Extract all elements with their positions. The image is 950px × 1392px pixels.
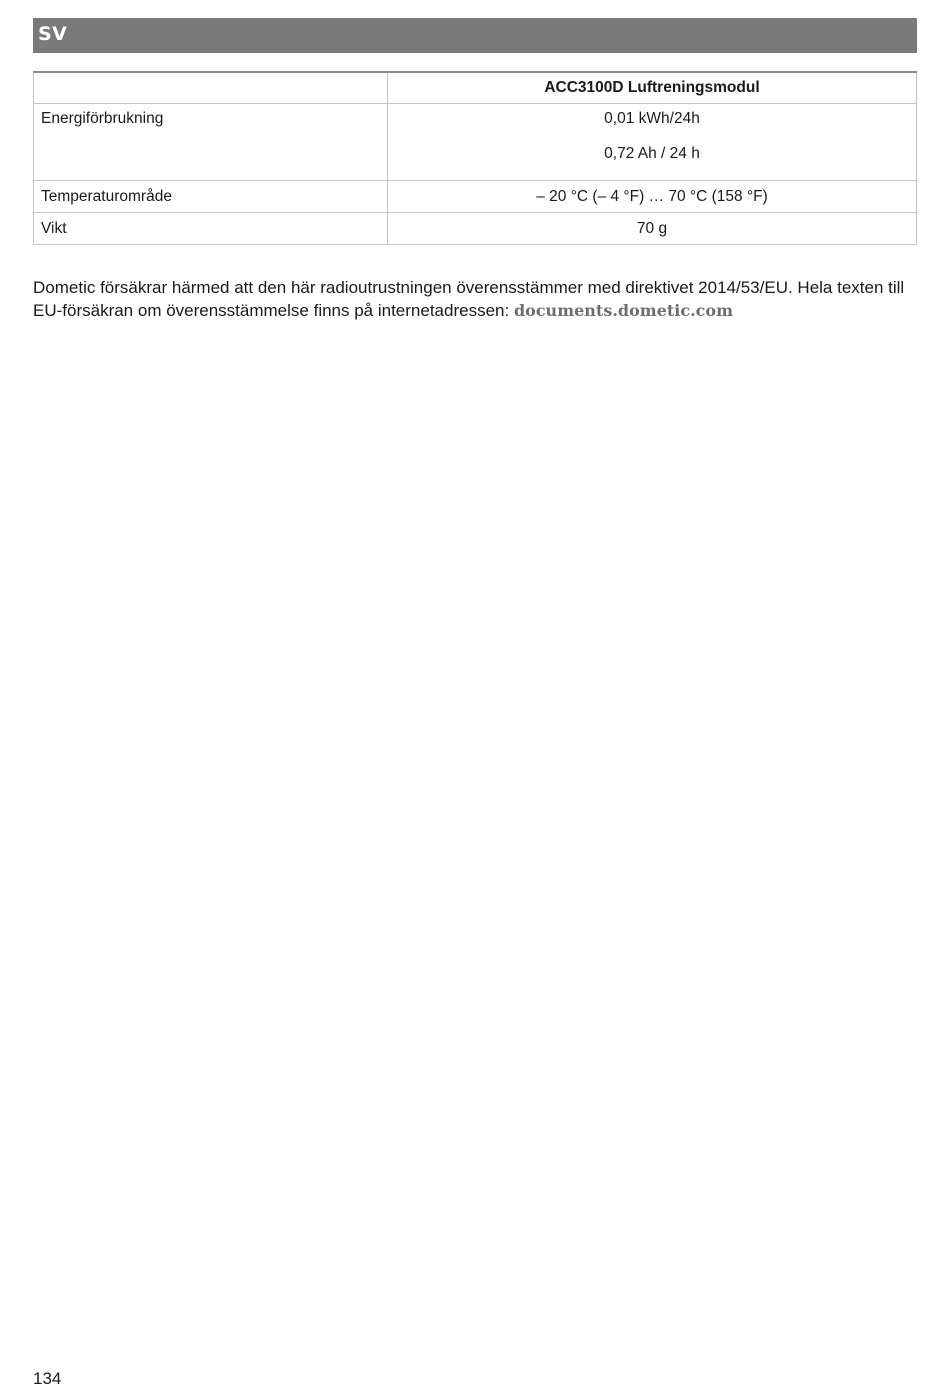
specification-table [33, 71, 917, 245]
row-label-weight: Vikt [34, 213, 388, 245]
table-header-row [34, 72, 917, 104]
language-header-bar [33, 18, 917, 53]
table-row-temperature [34, 181, 917, 213]
product-column-header: ACC3100D Luftreningsmodul [388, 72, 917, 104]
language-code: SV [38, 23, 68, 45]
documents-link[interactable]: documents.dometic.com [513, 301, 733, 320]
conformity-declaration [33, 276, 917, 322]
empty-header-cell [34, 72, 388, 104]
energy-value-ah: 0,72 Ah / 24 h [604, 145, 700, 162]
row-value-energy [388, 104, 917, 181]
row-value-temperature: – 20 °C (– 4 °F) … 70 °C (158 °F) [388, 181, 917, 213]
page-number: 134 [33, 1369, 62, 1388]
row-label-temperature: Temperaturområde [34, 181, 388, 213]
declaration-text: Dometic försäkrar härmed att den här radioutrustningen överensstämmer med direktivet 2014/53/EU. Hela texten till EU-försäkran om överensstämmelse finns på internetadressen: [33, 278, 905, 320]
row-value-weight: 70 g [388, 213, 917, 245]
table-row-weight [34, 213, 917, 245]
table-row-energy [34, 104, 917, 181]
energy-value-kwh: 0,01 kWh/24h [604, 110, 700, 127]
row-label-energy: Energiförbrukning [34, 104, 388, 181]
